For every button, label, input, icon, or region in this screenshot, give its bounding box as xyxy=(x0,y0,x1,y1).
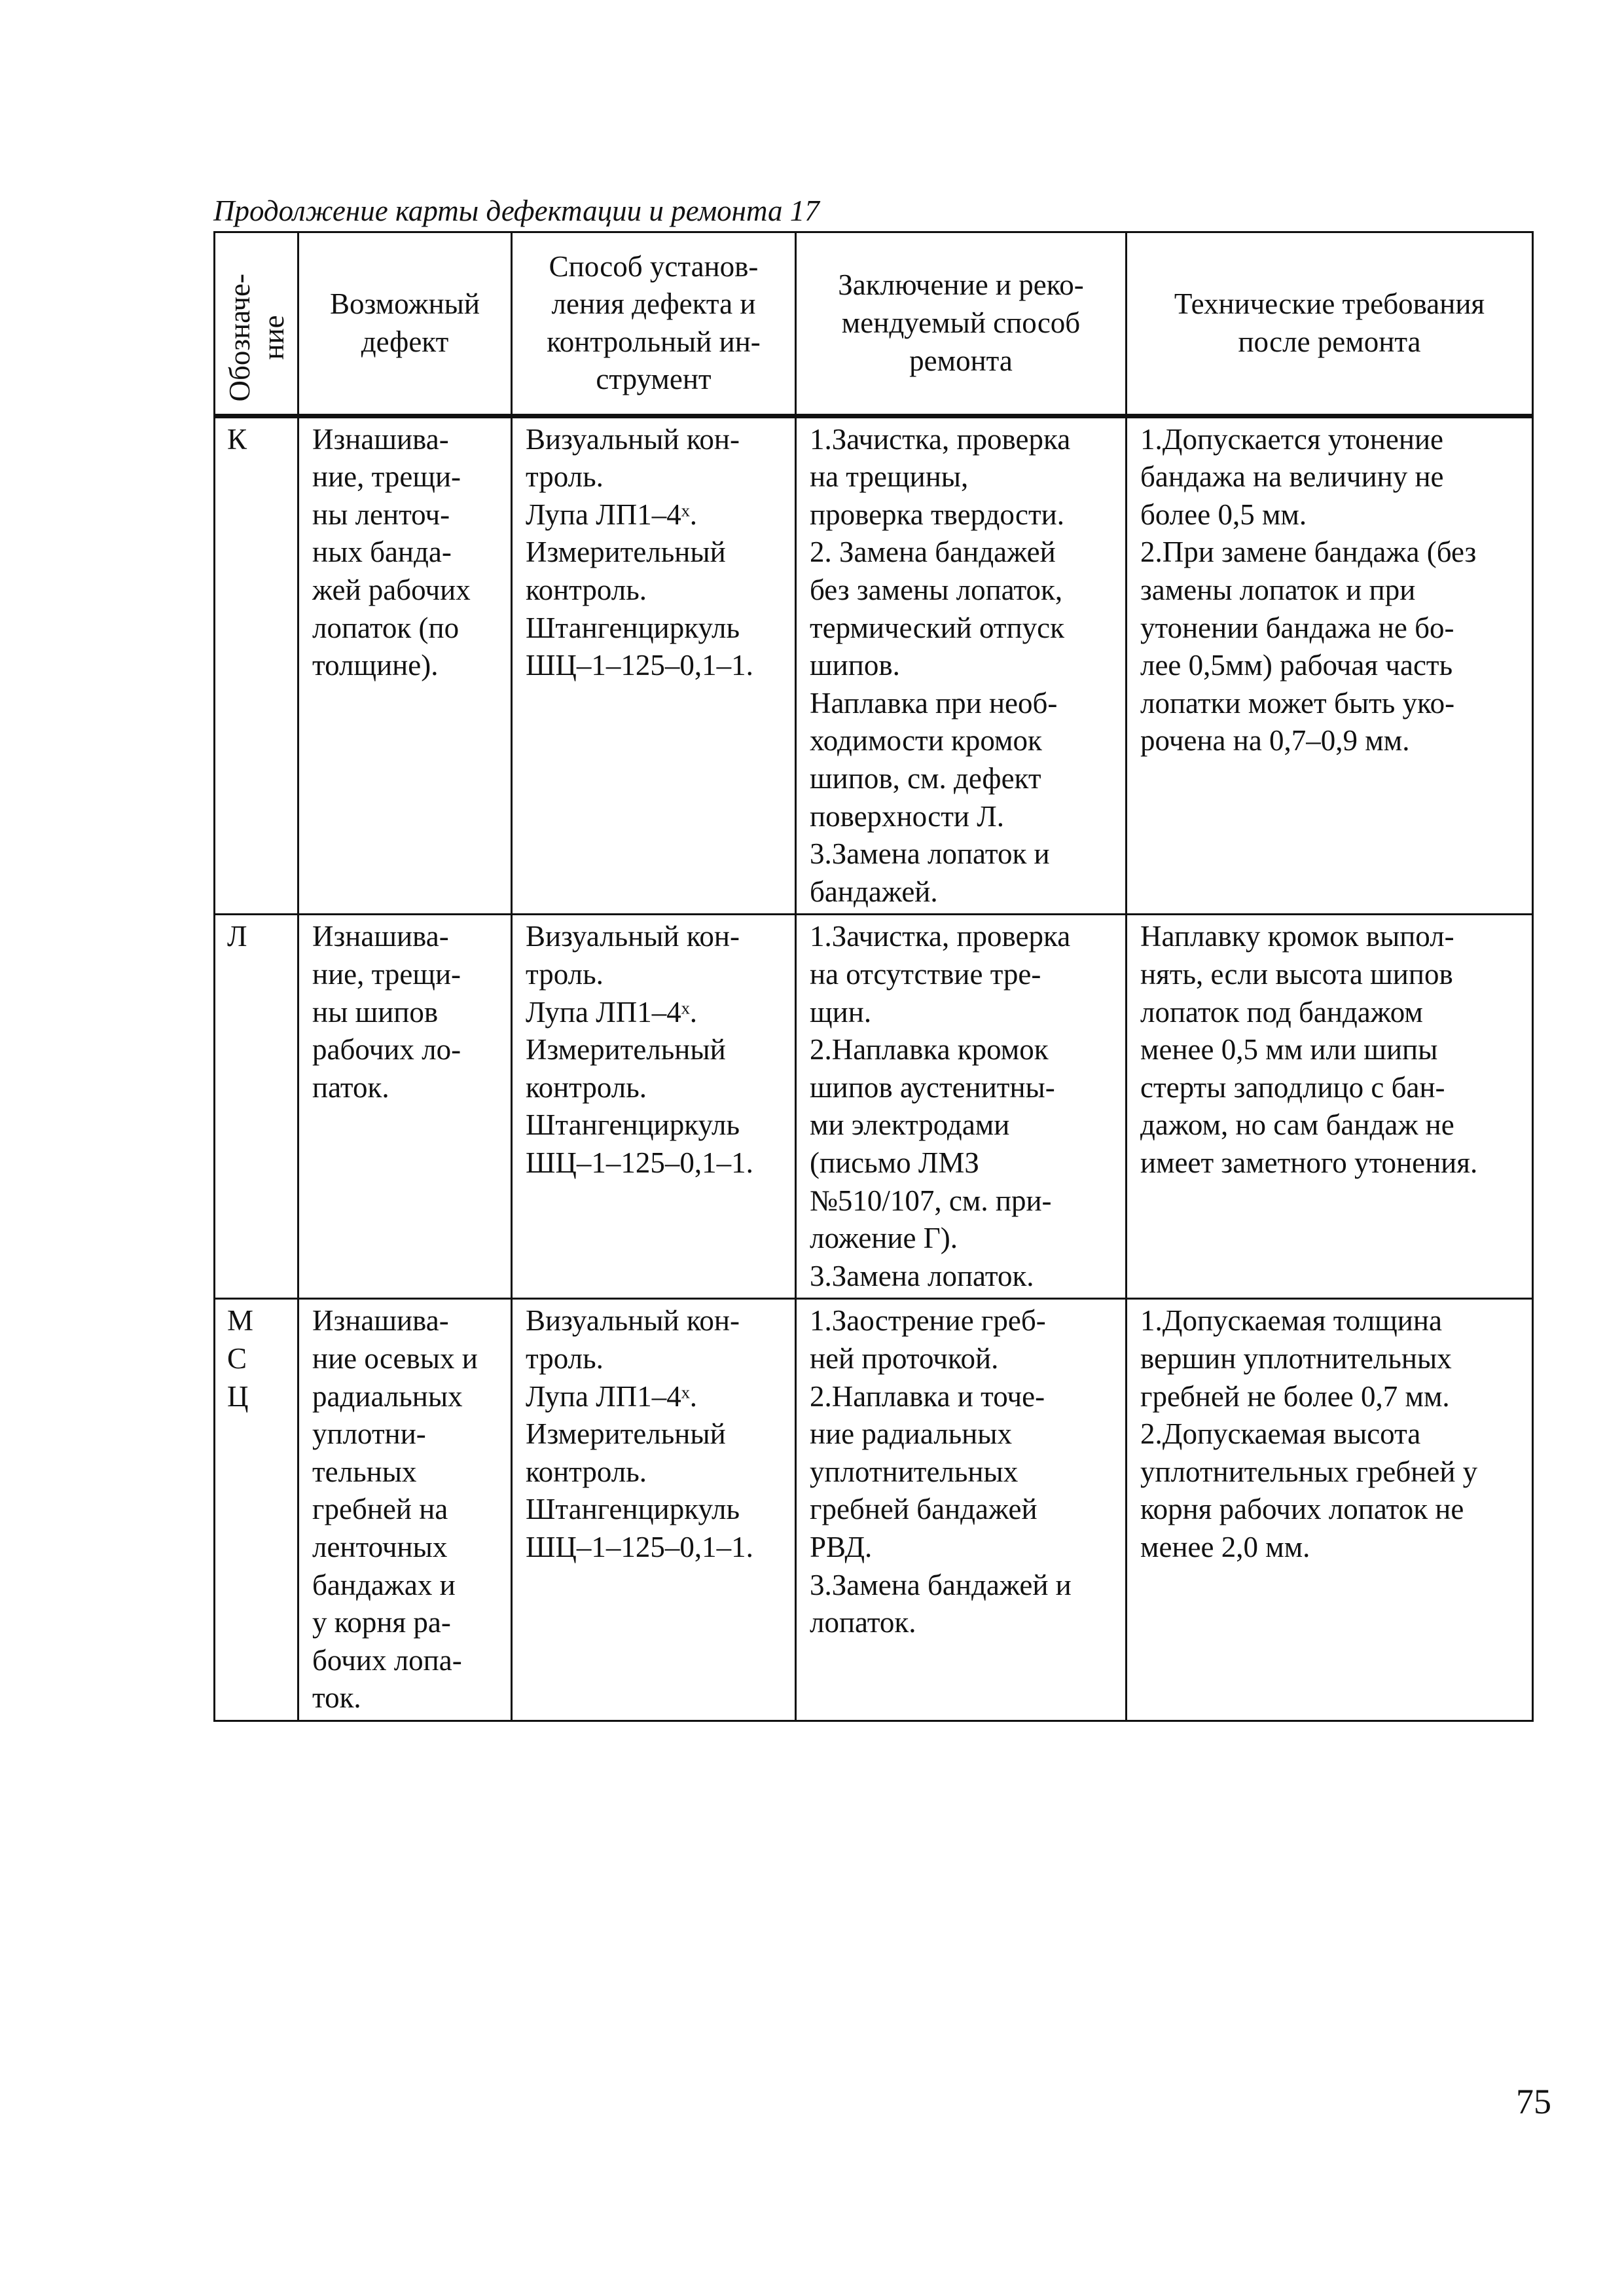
cell-defect: Изнашива- ние, трещи- ны ленточ- ных банда- жей рабочих лопаток (по толщине). xyxy=(298,416,512,915)
cell-method: Визуальный кон- троль. Лупа ЛП1–4ˣ. Измерительный контроль. Штангенциркуль ШЦ–1–125–0,1–1. xyxy=(512,915,796,1299)
table-row xyxy=(215,416,1533,915)
cell-code: К xyxy=(215,416,298,915)
table-row xyxy=(215,1299,1533,1721)
cell-requirements: 1.Допускаемая толщина вершин уплотнительных гребней не более 0,7 мм. 2.Допускаемая высота уплотнительных гребней у корня рабочих лопаток не менее 2,0 мм. xyxy=(1127,1299,1533,1721)
header-defect: Возможный дефект xyxy=(298,232,512,416)
header-code-label: Обозначе- ние xyxy=(223,273,290,402)
cell-method: Визуальный кон- троль. Лупа ЛП1–4ˣ. Измерительный контроль. Штангенциркуль ШЦ–1–125–0,1–1. xyxy=(512,416,796,915)
cell-conclusion: 1.Заострение греб- ней проточкой. 2.Наплавка и точе- ние радиальных уплотнительных гребней бандажей РВД. 3.Замена бандажей и лопаток. xyxy=(796,1299,1127,1721)
cell-requirements: 1.Допускается утонение бандажа на величину не более 0,5 мм. 2.При замене бандажа (без замены лопаток и при утонении бандажа не бо- лее 0,5мм) рабочая часть лопатки может быть уко- рочена на 0,7–0,9 мм. xyxy=(1127,416,1533,915)
cell-code: Л xyxy=(215,915,298,1299)
header-method: Способ установ- ления дефекта и контрольный ин- струмент xyxy=(512,232,796,416)
defect-repair-table xyxy=(213,231,1534,1722)
page-number: 75 xyxy=(1516,2082,1551,2121)
header-conclusion: Заключение и реко- мендуемый способ ремонта xyxy=(796,232,1127,416)
table-caption: Продолжение карты дефектации и ремонта 17 xyxy=(213,194,820,227)
cell-requirements: Наплавку кромок выпол- нять, если высота шипов лопаток под бандажом менее 0,5 мм или шипы стерты заподлицо с бан- дажом, но сам бандаж не имеет заметного утонения. xyxy=(1127,915,1533,1299)
cell-conclusion: 1.Зачистка, проверка на отсутствие тре- щин. 2.Наплавка кромок шипов аустенитны- ми электродами (письмо ЛМЗ №510/107, см. при- ложение Г). 3.Замена лопаток. xyxy=(796,915,1127,1299)
header-code xyxy=(215,232,298,416)
cell-method: Визуальный кон- троль. Лупа ЛП1–4ˣ. Измерительный контроль. Штангенциркуль ШЦ–1–125–0,1–1. xyxy=(512,1299,796,1721)
table-row xyxy=(215,915,1533,1299)
cell-conclusion: 1.Зачистка, проверка на трещины, проверка твердости. 2. Замена бандажей без замены лопаток, термический отпуск шипов. Наплавка при необ- ходимости кромок шипов, см. дефект поверхности Л. 3.Замена лопаток и бандажей. xyxy=(796,416,1127,915)
table-header-row xyxy=(215,232,1533,416)
header-requirements: Технические требования после ремонта xyxy=(1127,232,1533,416)
cell-code: М С Ц xyxy=(215,1299,298,1721)
cell-defect: Изнашива- ние осевых и радиальных уплотни- тельных гребней на ленточных бандажах и у корня ра- бочих лопа- ток. xyxy=(298,1299,512,1721)
cell-defect: Изнашива- ние, трещи- ны шипов рабочих ло- паток. xyxy=(298,915,512,1299)
